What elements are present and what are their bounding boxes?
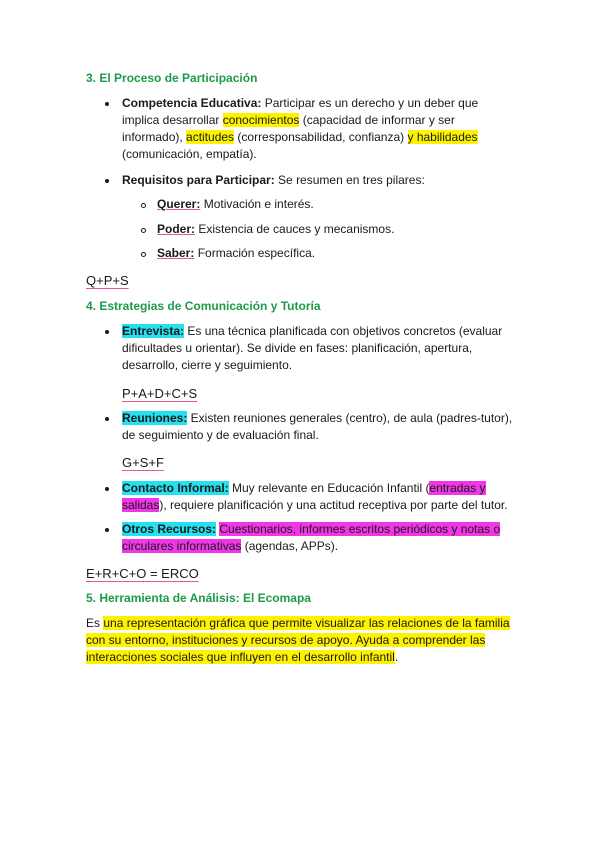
sub-item-querer: Querer: Motivación e interés. bbox=[157, 196, 517, 213]
bullet-label: Entrevista: bbox=[122, 324, 185, 338]
highlight: Cuestionarios, informes escritos periódicos y notas o circulares informativas bbox=[122, 522, 501, 553]
highlight: y habilidades bbox=[407, 130, 478, 144]
bullet-otros-recursos: Otros Recursos: Cuestionarios, informes escritos periódicos y notas o circulares informativas (agendas, APPs). bbox=[122, 521, 517, 555]
highlight: actitudes bbox=[186, 130, 235, 144]
ecomapa-paragraph: Es una representación gráfica que permite visualizar las relaciones de la familia con su entorno, instituciones y recursos de apoyo. Ayuda a comprender las interacciones sociales que influyen en el desarrollo infantil. bbox=[86, 616, 510, 664]
formula-padcs: P+A+D+C+S bbox=[122, 386, 198, 401]
bullet-entrevista: Entrevista: Es una técnica planificada con objetivos concretos (evaluar dificultades u orientar). Se divide en fases: planificación, apertura, desarrollo, cierre y seguimiento. bbox=[122, 323, 517, 374]
highlight: una representación gráfica que permite visualizar las relaciones de la familia con su entorno, instituciones y recursos de apoyo. Ayuda a comprender las interacciones sociales que influyen en el desarrollo infantil bbox=[86, 616, 510, 664]
section-4-heading: 4. Estrategias de Comunicación y Tutoría bbox=[86, 299, 321, 313]
formula-qps: Q+P+S bbox=[86, 273, 129, 288]
bullet-label: Requisitos para Participar: bbox=[122, 173, 275, 187]
bullet-requisitos: Requisitos para Participar: Se resumen en tres pilares: bbox=[122, 172, 517, 189]
bullet-reuniones: Reuniones: Existen reuniones generales (centro), de aula (padres-tutor), de seguimiento y de evaluación final. bbox=[122, 410, 517, 444]
bullet-label: Competencia Educativa: bbox=[122, 96, 262, 110]
formula-erco: E+R+C+O = ERCO bbox=[86, 566, 199, 581]
sub-item-poder: Poder: Existencia de cauces y mecanismos. bbox=[157, 221, 517, 238]
bullet-label: Contacto Informal: bbox=[122, 481, 229, 495]
formula-gsf: G+S+F bbox=[122, 455, 164, 470]
bullet-contacto-informal: Contacto Informal: Muy relevante en Educación Infantil (entradas y salidas), requiere planificación y una actitud receptiva por parte del tutor. bbox=[122, 480, 517, 514]
highlight: entradas y salidas bbox=[122, 481, 486, 512]
bullet-label: Otros Recursos: bbox=[122, 522, 217, 536]
sub-item-saber: Saber: Formación específica. bbox=[157, 245, 517, 262]
section-3-heading: 3. El Proceso de Participación bbox=[86, 71, 258, 85]
highlight: conocimientos bbox=[222, 113, 300, 127]
bullet-competencia-educativa: Competencia Educativa: Participar es un derecho y un deber que implica desarrollar conocimientos (capacidad de informar y ser informado), actitudes (corresponsabilidad, confianza) y habilidades (comunicación, empatía). bbox=[122, 95, 517, 163]
section-5-heading: 5. Herramienta de Análisis: El Ecomapa bbox=[86, 591, 311, 605]
bullet-label: Reuniones: bbox=[122, 411, 188, 425]
